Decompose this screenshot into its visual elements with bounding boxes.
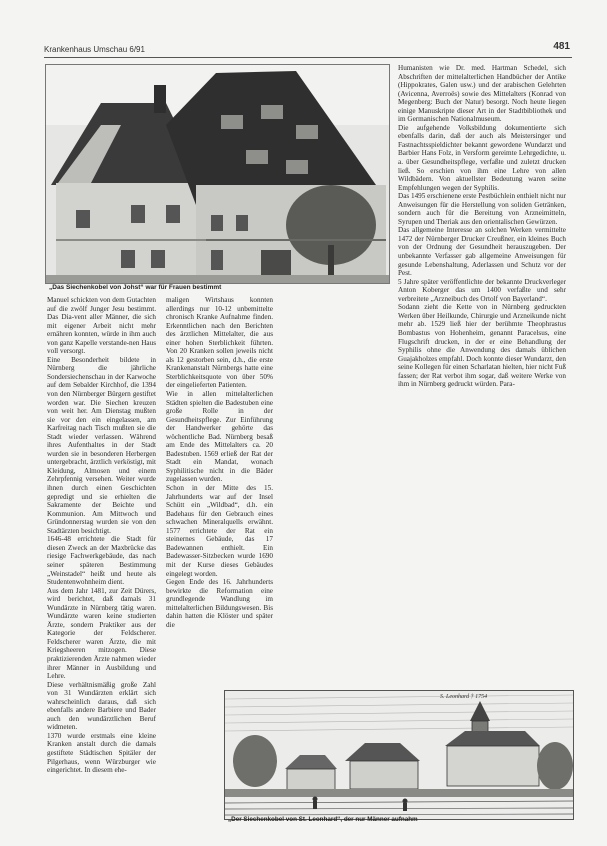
paragraph: Das allgemeine Interesse an solchen Werken vermittelte 1472 der Nürnberger Drucker Creußner, ein kleines Buch von der Ordnung der Gesundheit herauszugeben. Der unbekannte Verfasser gab allgemeine Anweisungen für gesunde Lebenshaltung, Aderlassen und Schutz vor der Pest. (398, 226, 566, 278)
paragraph: Wie in allen mittelalterlichen Städten spielten die Badestuben eine große Rolle in der Gesundheitspflege. Zur Einführung der Handwerker gehörte das wöchentliche Bad. Nürnberg besaß am Ende des Mittelalters ca. 20 Badestuben. 1569 erließ der Rat der Stadt ein Mandat, wonach Syphilitische nicht in die Bäder zugelassen wurden. (166, 390, 273, 484)
paragraph: Manuel schickten von dem Gutachten auf die zwölf Junger Jesu bestimmt. Das Dia-vent aller Männer, die sich mit eigener Arbeit nicht mehr ernähren konnten, würde in ihm auch von ganz Kapelle verstande-nen Haus voll versorgt. (47, 296, 156, 356)
paragraph: Humanisten wie Dr. med. Hartman Schedel, sich Abschriften der mittelalterlichen Handbücher der Antike (Hippokrates, Galen usw.) und der arabischen Gelehrten (Avicenna, Averroës) sowie des Mittelalters (Konrad von Megenberg: Buch der Natur) besorgt. Noch heute liegen einige Manuskripte dieser Art in der Stadtbibliothek und im Germanischen Nationalmuseum. (398, 64, 566, 124)
paragraph: Das 1495 erschienene erste Pestbüchlein enthielt nicht nur Anweisungen für die Herstellung von soliden Getränken, sondern auch für die Bereitung von Arzneimitteln, Syrupen und Theriak aus den orientalischen Gewürzen. (398, 192, 566, 226)
text-column-3 (398, 64, 566, 694)
etching-caption: „Der Siechenkobel von St. Leonhard“, der nur Männer aufnahm (228, 816, 418, 823)
journal-title: Krankenhaus Umschau 6/91 (44, 45, 145, 54)
photo-illustration (46, 65, 389, 283)
paragraph: Die aufgehende Volksbildung dokumentierte sich ebenfalls darin, daß der auch als Meistersinger und Fastnachtsspieldichter bekannt gewordene Wundarzt und Barbier Hans Folz, in Versform gereimte Lehrgedichte, u. a. über Gesundheitspflege, verfaßte und zuletzt drucken ließ. So erschien von ihm eine Lehre von allen Wildbädern. Von aktuellster Bedeutung waren seine Empfehlungen wegen der Syphilis. (398, 123, 566, 192)
page-number: 481 (553, 41, 570, 52)
paragraph: 1646-48 errichtete die Stadt für diesen Zweck an der Maxbrücke das riesige Fachwerkgebäude, das nach seiner späteren Bestimmung „Weinstadel“ heißt und heute als Studentenwohnheim dient. (47, 535, 156, 587)
header-rule (44, 57, 572, 58)
paragraph: Diese verhältnismäßig große Zahl von 31 Wundärzten erklärt sich wahrscheinlich daraus, daß sich ebenfalls andere Barbiere und Bader auch den wundärztlichen Beruf widmeten. (47, 680, 156, 732)
siechenkobel-photo (45, 64, 390, 284)
paragraph: maligen Wirtshaus konnten allerdings nur 10-12 unbemittelte chronisch Kranke Aufnahme finden. Erkenntlichen nach den Berichten des ärztlichen Mittelalter, die aus einer hohen Sterblichkeit führten. Von 20 Kranken sollen jeweils nicht als 12 gestorben sein, d.h., die erste Krankenanstalt Nürnbergs hatte eine Sterblichkeitsquote von über 50% der eingelieferten Patienten. (166, 296, 273, 390)
paragraph: Eine Besonderheit bildete in Nürnberg die jährliche Sondersiechenschau in der Karwoche auf dem Sebalder Kirchhof, die 1394 von den Nürnberger Bürgern gestiftet worden war. Die Siechen kreuzen von weit her. Am Dienstag mußten sie vor den ein eingelassen, am Karfreitag nach Tisch mußten sie die Stadt wieder verlassen. Während ihres Aufenthaltes in der Stadt wurden sie in besonderen Herbergen untergebracht, ärztlich verköstigt, mit Kleidung, Almosen und einem Zehrpfennig versehen. Weiter wurde ihnen durch einen Geschichten gepredigt und sie erhielten die Sakramente der Beichte und Kommunion. Am Mittwoch und Gründonnerstag wurden sie von den Stadtärzten besichtigt. (47, 355, 156, 535)
photo-caption: „Das Siechenkobel von Johst“ war für Frauen bestimmt (49, 284, 222, 291)
text-column-1 (47, 296, 156, 816)
paragraph: 1370 wurde erstmals eine kleine Kranken anstalt durch die damals gestiftete Städtischen Spitäler der Pilgerhaus, wenn Würzburger wie eingerichtet. In diesem ehe- (47, 731, 156, 775)
text-column-2 (166, 296, 273, 681)
paragraph: Schon in der Mitte des 15. Jahrhunderts war auf der Insel Schütt ein „Wildbad“, d.h. ein Badehaus für den Gebrauch eines schwachen Mineralquells erwähnt. 1577 errichtete der Rat ein steinernes Gebäude, das 17 Badewannen enthielt. Ein Badewasser-Sitzbecken wurde 1690 mit der Kurse dieses Gebäudes eingelegt worden. (166, 484, 273, 578)
paragraph: Gegen Ende des 16. Jahrhunderts bewirkte die Reformation eine grundlegende Wandlung im mittelalterlichen Bildungswesen. Bis dahin hatten die Klöster und später die (166, 578, 273, 629)
paragraph: Aus dem Jahr 1481, zur Zeit Dürers, wird berichtet, daß damals 31 Wundärzte in Nürnberg tätig waren. Wundärzte waren keine studierten Ärzte, sondern Praktiker aus der Kategorie der Feldscherer. Feldscherer waren Ärzte, die mit Kriegsheeren mitzogen. Diese praktizierenden Ärzte nahmen wieder ihrer Männer in Ausbildung und Lehre. (47, 586, 156, 681)
st-leonhard-etching (224, 690, 574, 820)
paragraph: Sodann zieht die Kette von in Nürnberg gedruckten Werken über Heilkunde, Chirurgie und Arzneikunde nicht mehr ab. 1529 ließ hier der berühmte Theophrastus Bombastus von Hohenheim, genannt Paracelsus, eine Flugschrift drucken, in der er eine Behandlung der Syphilis ohne die Anwendung des damals üblichen Guajakholzes empfahl. Doch konnte dieser Wundarzt, den seine Kollegen für einen Scharlatan hielten, hier nicht Fuß fassen; der Rat verbot ihm sogar, daß weitere Werke von ihm in Nürnberg gedruckt würden. Para- (398, 303, 566, 389)
page-header (44, 43, 572, 57)
paragraph: 5 Jahre später veröffentlichte der bekannte Druckverleger Anton Koberger das um 1400 verfaßte und sehr verbreitete „Arzneibuch des Ortolf von Bayerland“. (398, 277, 566, 303)
etching-illustration (225, 691, 573, 819)
etching-inscription: S. Leonhard † 1754 (440, 694, 488, 700)
